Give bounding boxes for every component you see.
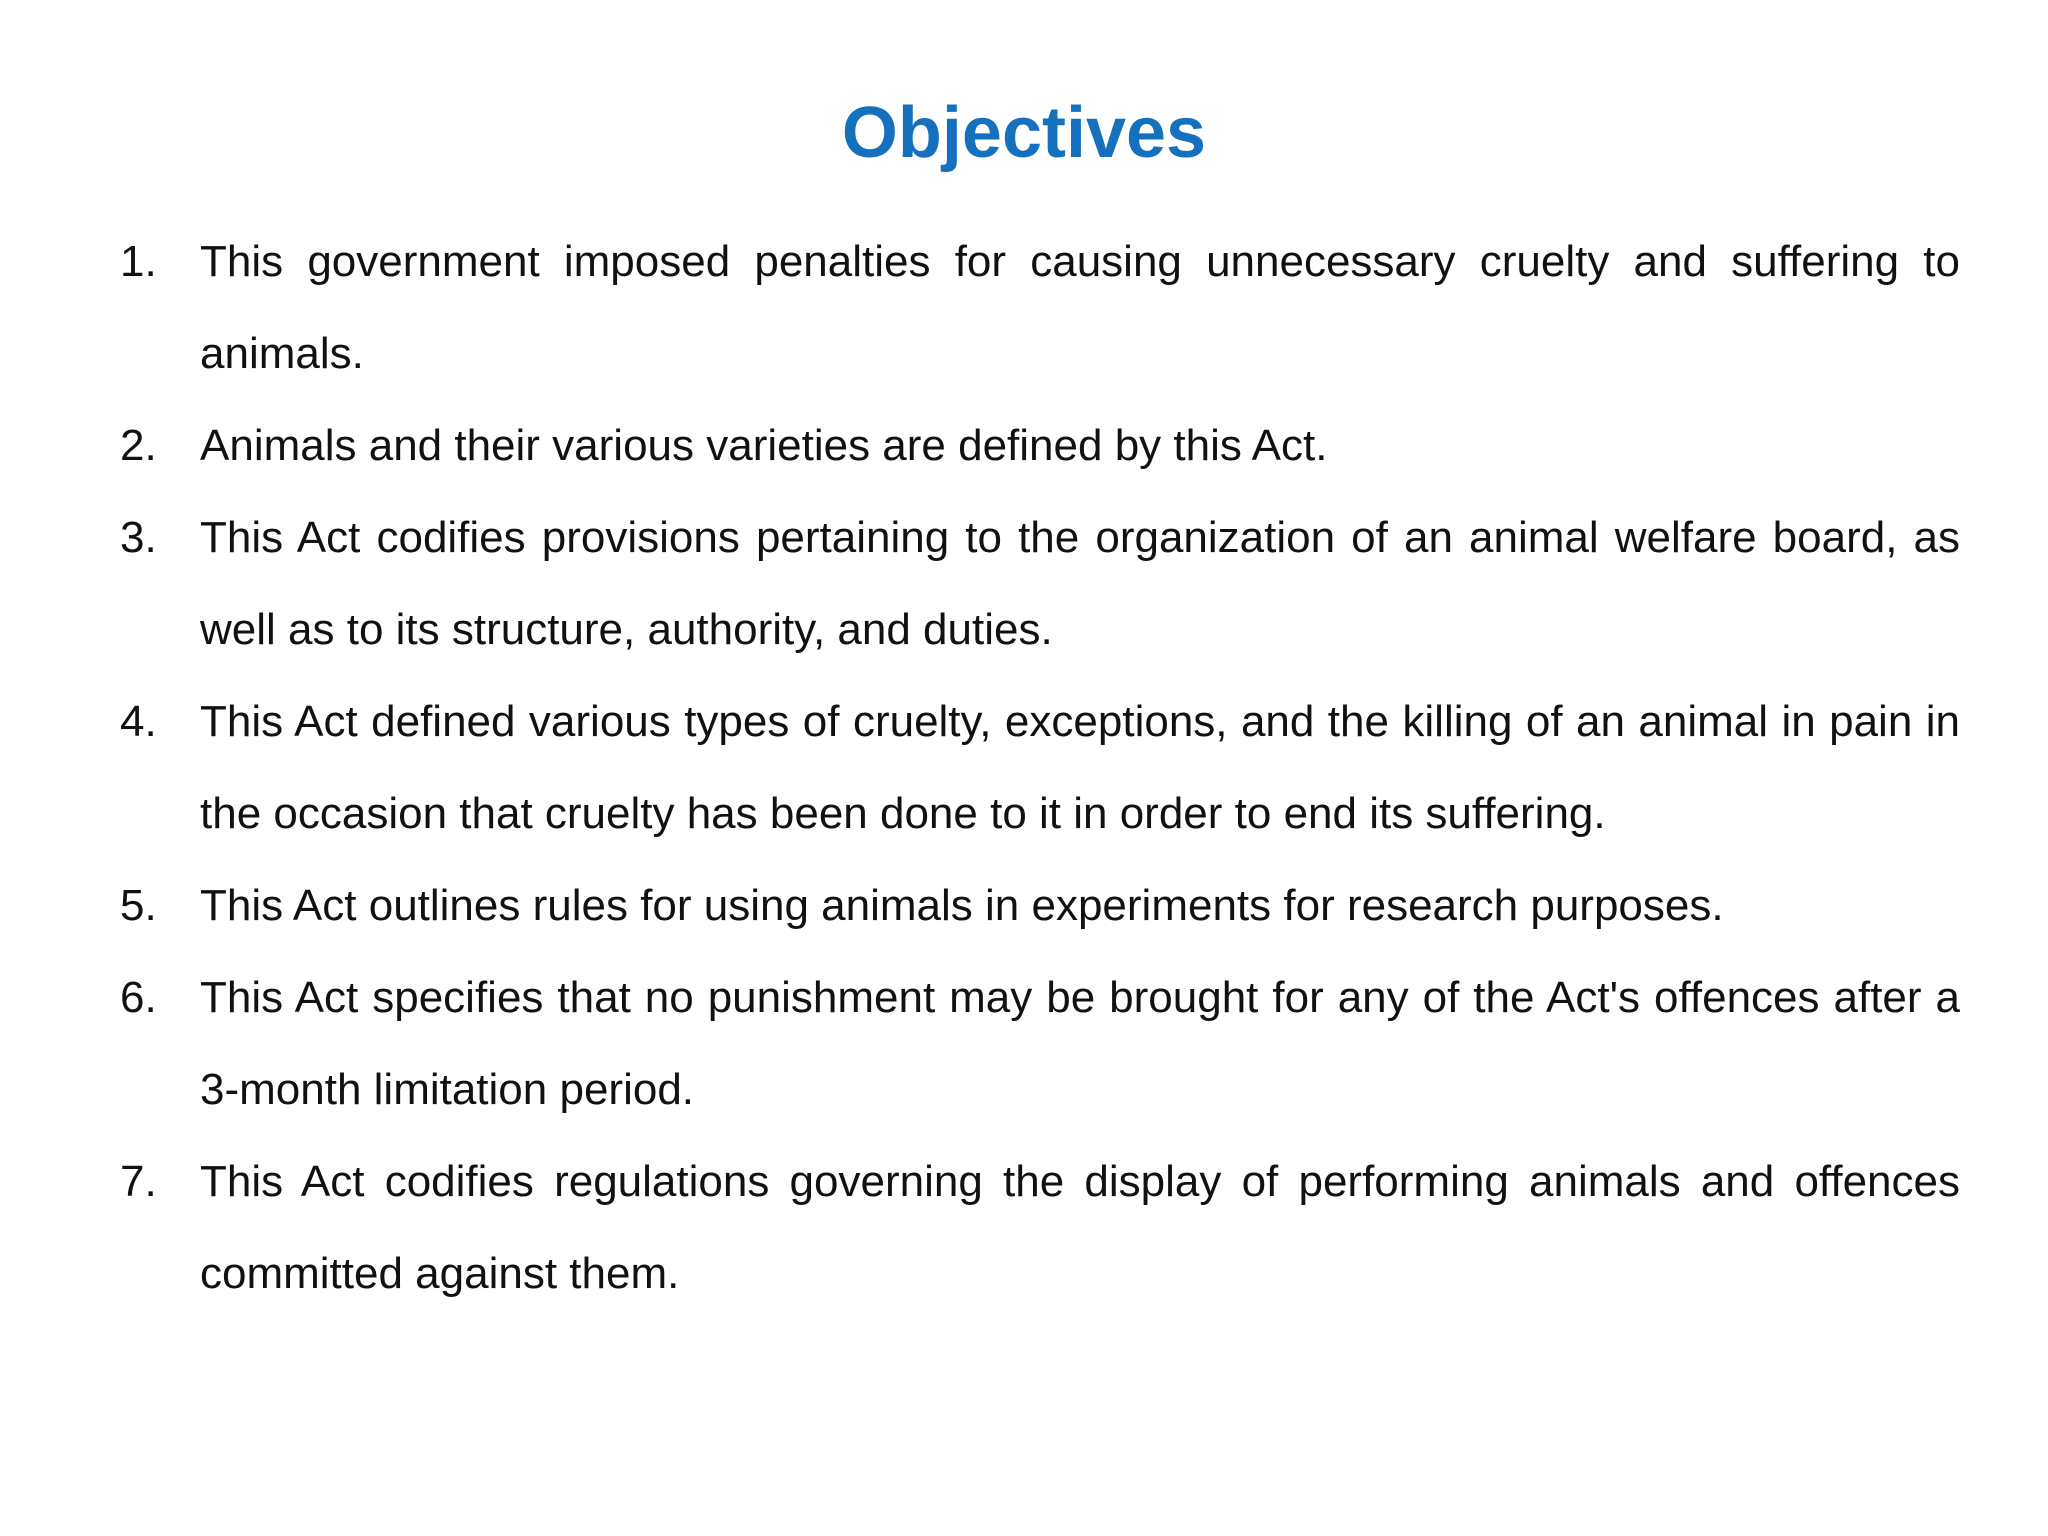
- slide-title: Objectives: [841, 93, 1207, 173]
- list-item: [120, 492, 1960, 676]
- list-item: [120, 216, 1960, 400]
- list-item-number: 7.: [120, 1157, 157, 1206]
- objectives-list: [120, 216, 1960, 1320]
- list-item-text: This Act codifies provisions pertaining to the organization of an animal welfare board, as well as to its structure, authority, and duties.: [200, 513, 1960, 654]
- list-item-text: This Act codifies regulations governing the display of performing animals and offences committed against them.: [200, 1157, 1960, 1298]
- list-item-number: 3.: [120, 513, 157, 562]
- list-item-text: This government imposed penalties for causing unnecessary cruelty and suffering to animals.: [200, 237, 1960, 378]
- list-item: [120, 1136, 1960, 1320]
- list-item-text: This Act defined various types of cruelty, exceptions, and the killing of an animal in pain in the occasion that cruelty has been done to it in order to end its suffering.: [200, 697, 1960, 838]
- list-item-number: 1.: [120, 237, 157, 286]
- list-item: [120, 860, 1960, 952]
- list-item: [120, 400, 1960, 492]
- list-item: [120, 952, 1960, 1136]
- list-item-number: 6.: [120, 973, 157, 1022]
- list-item-number: 2.: [120, 421, 157, 470]
- list-item-number: 5.: [120, 881, 157, 930]
- list-item-text: Animals and their various varieties are defined by this Act.: [200, 421, 1328, 470]
- list-item-number: 4.: [120, 697, 157, 746]
- list-item-text: This Act specifies that no punishment may be brought for any of the Act's offences after a 3-month limitation period.: [200, 973, 1960, 1114]
- list-item: [120, 676, 1960, 860]
- list-item-text: This Act outlines rules for using animals in experiments for research purposes.: [200, 881, 1724, 930]
